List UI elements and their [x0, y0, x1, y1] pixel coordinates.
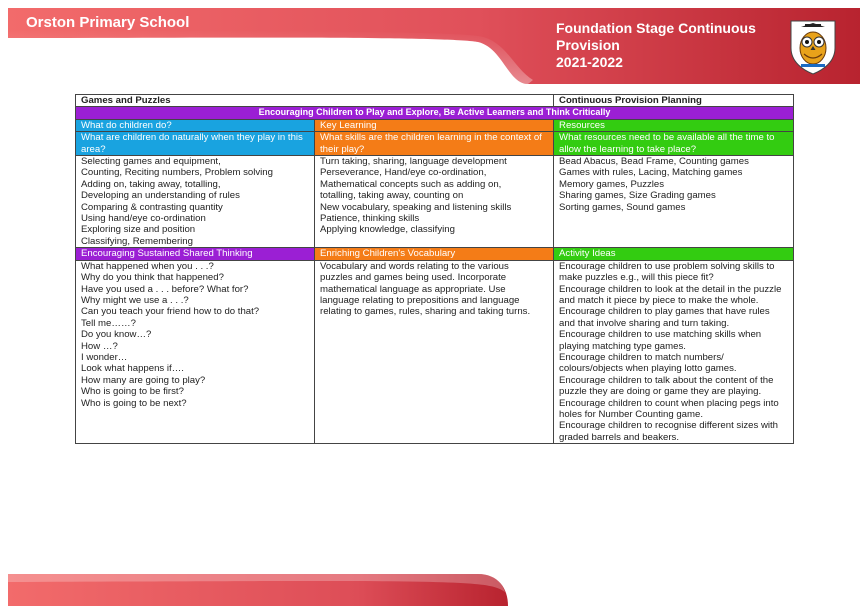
title-line: 2021-2022	[556, 54, 623, 70]
what-children-do-list	[76, 156, 315, 248]
list-item: Why do you think that happened?	[81, 272, 224, 284]
area-title: Games and Puzzles	[76, 95, 554, 107]
list-item: Adding on, taking away, totalling,	[81, 178, 221, 190]
title-line: Foundation Stage Continuous	[556, 20, 756, 36]
resources-list	[554, 156, 794, 248]
list-item: puzzles and games being used. Incorporate	[320, 272, 507, 284]
key-learning-list	[315, 156, 554, 248]
list-item: Exploring size and position	[81, 224, 196, 236]
list-item: Can you teach your friend how to do that?	[81, 306, 260, 318]
list-item: Patience, thinking skills	[320, 213, 420, 225]
list-item: Games with rules, Lacing, Matching games	[559, 167, 743, 179]
list-item: How many are going to play?	[81, 374, 206, 386]
list-item: I wonder…	[81, 351, 128, 363]
title-line: Provision	[556, 37, 620, 53]
list-item: Look what happens if….	[81, 363, 184, 375]
list-item: Sharing games, Size Grading games	[559, 190, 716, 202]
list-item: Tell me……?	[81, 317, 136, 329]
list-item: Encourage children to look at the detail in the puzzle and match it piece by piece to make the whole.	[559, 283, 782, 306]
list-item: Using hand/eye co-ordination	[81, 213, 206, 225]
list-item: totalling, taking away, counting on	[320, 190, 464, 202]
list-item: Who is going to be first?	[81, 386, 184, 398]
list-item: Vocabulary and words relating to the various	[320, 260, 509, 272]
table-title-row	[76, 95, 794, 107]
list-item: How …?	[81, 340, 118, 352]
list-item: Perseverance, Hand/eye co-ordination,	[320, 167, 487, 179]
list-item: Sorting games, Sound games	[559, 201, 686, 213]
heading-sustained-thinking: Encouraging Sustained Shared Thinking	[76, 248, 315, 260]
list-item: language relating to prepositions and language	[320, 294, 520, 306]
list-item: Encourage children to talk about the content of the puzzle they are doing or game they are playing.	[559, 374, 774, 398]
activity-ideas-list	[554, 260, 794, 444]
list-item: mathematical language as appropriate. Use	[320, 283, 506, 295]
list-item: Do you know…?	[81, 329, 152, 341]
list-item: Have you used a . . . before? What for?	[81, 283, 249, 295]
document-title	[556, 20, 756, 71]
heading-vocabulary: Enriching Children's Vocabulary	[315, 248, 554, 260]
list-item: Encourage children to count when placing pegs into holes for Number Counting game.	[559, 397, 779, 420]
planning-table	[75, 94, 794, 444]
list-item: What happened when you . . .?	[81, 260, 214, 272]
list-item: Encourage children to use matching skills when playing matching type games.	[559, 329, 762, 352]
list-item: Classifying, Remembering	[81, 235, 193, 247]
sustained-thinking-list	[76, 260, 315, 444]
owl-crest-icon	[787, 18, 839, 76]
section1-content-row	[76, 156, 794, 248]
vocabulary-list	[315, 260, 554, 444]
list-item: Applying knowledge, classifying	[320, 224, 455, 236]
list-item: Selecting games and equipment,	[81, 156, 221, 168]
list-item: Memory games, Puzzles	[559, 178, 665, 190]
heading-key-learning: Key Learning	[315, 119, 554, 131]
list-item: Mathematical concepts such as adding on,	[320, 178, 502, 190]
banner-text: Encouraging Children to Play and Explore, Be Active Learners and Think Critically	[76, 107, 794, 119]
heading-activity-ideas: Activity Ideas	[554, 248, 794, 260]
list-item: Bead Abacus, Bead Frame, Counting games	[559, 156, 749, 168]
section1-heading-row	[76, 119, 794, 131]
list-item: Who is going to be next?	[81, 397, 187, 409]
list-item: Why might we use a . . .?	[81, 294, 189, 306]
banner-row	[76, 107, 794, 119]
school-name: Orston Primary School	[26, 14, 190, 31]
list-item: Developing an understanding of rules	[81, 190, 240, 202]
section2-heading-row	[76, 248, 794, 260]
list-item: Encourage children to match numbers/ colours/objects when playing lotto games.	[559, 351, 737, 375]
question-key-learning: What skills are the children learning in the context of their play?	[315, 132, 554, 156]
list-item: Counting, Reciting numbers, Problem solving	[81, 167, 273, 179]
list-item: Encourage children to play games that have rules and that involve sharing and turn taking.	[559, 306, 770, 329]
list-item: Comparing & contrasting quantity	[81, 201, 223, 213]
section2-content-row	[76, 260, 794, 444]
list-item: Encourage children to use problem solving skills to make puzzles e.g., will this piece fit?	[559, 260, 775, 284]
heading-what-children-do: What do children do?	[76, 119, 315, 131]
heading-resources: Resources	[554, 119, 794, 131]
list-item: Encourage children to recognise different sizes with graded barrels and beakers.	[559, 420, 779, 443]
footer-banner	[8, 574, 508, 606]
question-resources: What resources need to be available all the time to allow the learning to take place?	[554, 132, 794, 156]
list-item: New vocabulary, speaking and listening skills	[320, 201, 512, 213]
planning-title: Continuous Provision Planning	[554, 95, 794, 107]
list-item: relating to games, rules, sharing and taking turns.	[320, 306, 531, 318]
list-item: Turn taking, sharing, language development	[320, 156, 507, 168]
question-what-children-do: What are children do naturally when they play in this area?	[76, 132, 315, 156]
section1-question-row	[76, 132, 794, 156]
